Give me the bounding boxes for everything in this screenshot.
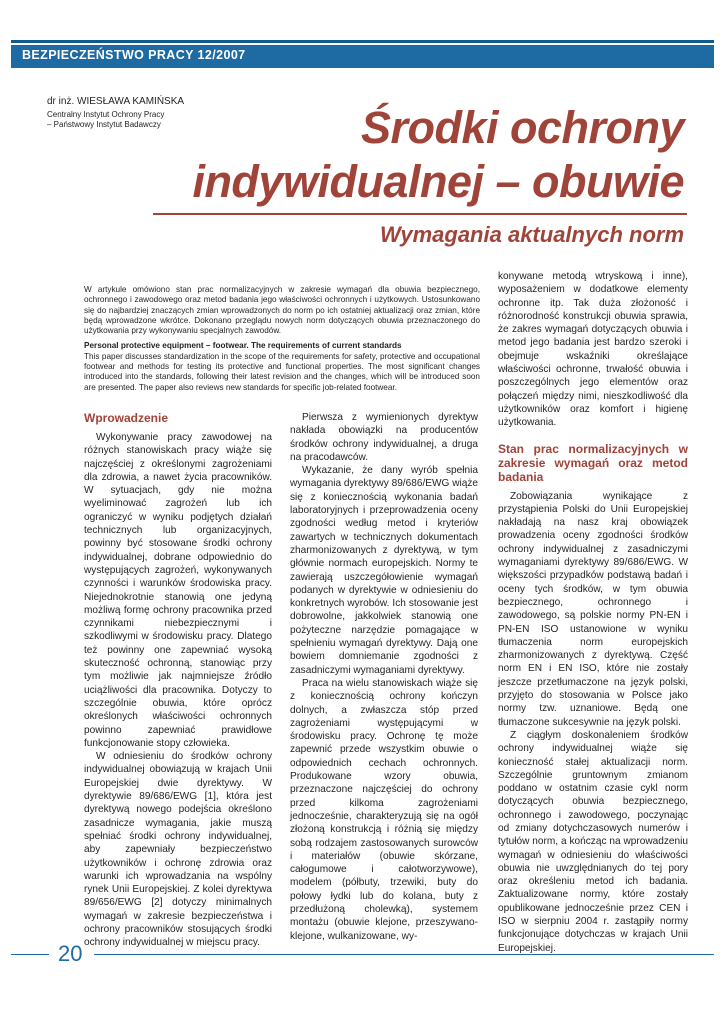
abstract-english-title: Personal protective equipment – footwear. The requirements of current standards	[84, 341, 402, 351]
author-affiliation	[47, 110, 177, 130]
title-underline	[153, 213, 687, 215]
text-column-2	[290, 411, 478, 943]
text-column-1	[84, 411, 272, 950]
paragraph: Praca na wielu stanowiskach wiąże się z koniecznością ochrony kończyn dolnych, a zwłaszcza stóp przed zagrożeniami występującymi w środowisku pracy. Ochronę tę może zapewnić przede wszystkim obuwie o odpowiednich cechach ochronnych. Produkowane wzory obuwia, przeznaczone najczęściej do ochrony przed kilkoma zagrożeniami jednocześnie, charakteryzują się na ogół złożoną konstrukcją i różnią się między sobą rodzajem zastosowanych surowców i materiałów (obuwie skórzane, całogumowe i całotworzywowe), modelem (półbuty, trzewiki, buty do połowy łydki lub do kolana, buty z przedłużoną cholewką), systemem montażu (obuwie klejone, przeszywano-klejone, wulkanizowane, wy-	[290, 677, 478, 942]
article-title-line-2: indywidualnej – obuwie	[192, 156, 684, 207]
paragraph: konywane metodą wtryskową i inne), wyposażeniem w dodatkowe elementy ochronne itp. Tak duża złożoność i różnorodność konstrukcji obuwia sprawia, że zakres wymagań dotyczących obuwia i metod jego badania jest bardzo szeroki i obejmuje wskaźniki określające właściwości ochronne, trwałość obuwia i poszczególnych jego elementów oraz połączeń między nimi, nieszkodliwość dla użytkowników oraz komfort i higienę użytkowania.	[498, 271, 688, 429]
journal-title: BEZPIECZEŃSTWO PRACY 12/2007	[22, 48, 246, 62]
footer-rule-right	[94, 954, 714, 955]
paragraph: Pierwsza z wymienionych dyrektyw nakłada obowiązki na producentów środków ochrony indywidualnej, a druga na pracodawców.	[290, 412, 478, 463]
paragraph: Zobowiązania wynikające z przystąpienia Polski do Unii Europejskiej nakładają na nasz kraj obowiązek prowadzenia oceny zgodności środków ochrony indywidualnej z zasadniczymi wymaganiami dyrektywy 89/686/EWG. W większości przypadków podstawą badań i oceny tych środków, w tym obuwia bezpiecznego, ochronnego i zawodowego, są polskie normy PN-EN i PN-EN ISO ustanowione w wyniku tłumaczenia norm europejskich zharmonizowanych z dyrektywą. Część norm EN i EN ISO, które nie zostały jeszcze przetłumaczone na język polski, przyjęto do stosowania w Polsce jako normy tzw. uznaniowe. Będą one tłumaczone sukcesywnie na język polski.	[498, 490, 688, 728]
abstract	[84, 285, 480, 398]
header-top-rule	[11, 40, 714, 43]
abstract-english: This paper discusses standardization in the scope of the requirements for safety, protective and occupational footwear and methods for testing its protective and functional properties. The most significant changes introduced into the standards, following their latest revision and the changes, which will be introduced soon are presented. The paper also reviews new standards for specific job-related footwear.	[84, 351, 480, 392]
author-name: dr inż. WIESŁAWA KAMIŃSKA	[47, 96, 185, 107]
paragraph: W odniesieniu do środków ochrony indywidualnej obowiązują w krajach Unii Europejskiej dwie dyrektywy. W dyrektywie 89/686/EWG [1], która jest dyrektywą nowego podejścia określono zasadnicze wymagania, jakie muszą spełniać środki ochrony indywidualnej, aby zapewniały bezpieczeństwo użytkowników i ochronę zdrowia oraz warunki ich wprowadzania na wspólny rynek Unii Europejskiej. Z kolei dyrektywa 89/656/EWG [2] dotyczy minimalnych wymagań w zakresie bezpieczeństwa i ochrony pracowników stosujących środki ochrony indywidualnej w miejscu pracy.	[84, 751, 272, 949]
article-title-line-1: Środki ochrony	[360, 102, 684, 153]
paragraph: Wykazanie, że dany wyrób spełnia wymagania dyrektywy 89/686/EWG wiąże się z koniecznością wykonania badań laboratoryjnych i przeprowadzenia oceny zgodności według metod i kryteriów zawartych w technicznych dokumentach zharmonizowanych z dyrektywą, w tym głównie normach europejskich. Normy te zawierają uszczegółowienie wymagań podanych w dyrektywie w odniesieniu do konkretnych wyrobów. Ich stosowanie jest dobrowolne, jakkolwiek stanowią one pożyteczne narzędzie pomagające w spełnieniu wymagań dyrektywy. Dają one bowiem domniemanie zgodności z zasadniczymi wymaganiami dyrektywy.	[290, 465, 478, 676]
section-heading-standardization: Stan prac normalizacyjnych w zakresie wymagań oraz metod badania	[498, 441, 688, 484]
affiliation-line-2: – Państwowy Instytut Badawczy	[47, 120, 161, 129]
paragraph: Wykonywanie pracy zawodowej na różnych stanowiskach pracy wiąże się najczęściej z określonymi zagrożeniami dla zdrowia, a nawet życia pracowników. W sytuacjach, gdy nie można wyeliminować zagrożeń lub ich ograniczyć w wyniku podjętych działań technicznych lub organizacyjnych, powinny być stosowane środki ochrony indywidualnej, dobrane odpowiednio do występujących zagrożeń, wykonywanych czynności i warunków środowiska pracy. Niejednokrotnie stanowią one jedyną możliwą formę ochrony pracownika przed czynnikami niebezpiecznymi i szkodliwymi w środowisku pracy. Dlatego też powinny one zapewniać wysoką skuteczność ochronną, stanowiąc przy tym możliwie jak najmniejsze źródło uciążliwości dla pracownika. Dotyczy to szczególnie obuwia, które oprócz określonych właściwości ochronnych powinno zapewniać prawidłowe funkcjonowanie stopy człowieka.	[84, 432, 272, 749]
paragraph: Z ciągłym doskonaleniem środków ochrony indywidualnej wiąże się konieczność stałej aktualizacji norm. Szczególnie gruntownym zmianom poddano w ostatnim czasie cykl norm dotyczących obuwia bezpiecznego, ochronnego i zawodowego, poczynając od zmiany dotychczasowych numerów i tytułów norm, a kończąc na wprowadzeniu wymagań w odniesieniu do właściwości obuwia nie uwzględnianych do tej pory oraz określeniu metod ich badania. Zaktualizowane normy, które zostały opublikowane jednocześnie przez CEN i ISO w sierpniu 2004 r. zastąpiły normy funkcjonujące dotychczas w krajach Unii Europejskiej.	[498, 729, 688, 954]
affiliation-line-1: Centralny Instytut Ochrony Pracy	[47, 110, 165, 119]
section-heading-introduction: Wprowadzenie	[84, 411, 169, 425]
article-subtitle: Wymagania aktualnych norm	[379, 222, 684, 247]
abstract-polish: W artykule omówiono stan prac normalizacyjnych w zakresie wymagań dla obuwia bezpiecznego, ochronnego i zawodowego oraz metod badania jego właściwości ochronnych i użytkowych. Ustosunkowano się do najbardziej znaczących zmian wprowadzonych do norm po ich ostatniej aktualizacji oraz zmian, które będą wprowadzone wkrótce. Dokonano przeglądu nowych norm dotyczących obuwia przeznaczonego do użytkowania przy wykonywaniu specjalnych zawodów.	[84, 285, 480, 336]
footer-rule-left	[11, 954, 49, 955]
text-column-3	[498, 270, 688, 955]
page-number: 20	[58, 941, 83, 966]
